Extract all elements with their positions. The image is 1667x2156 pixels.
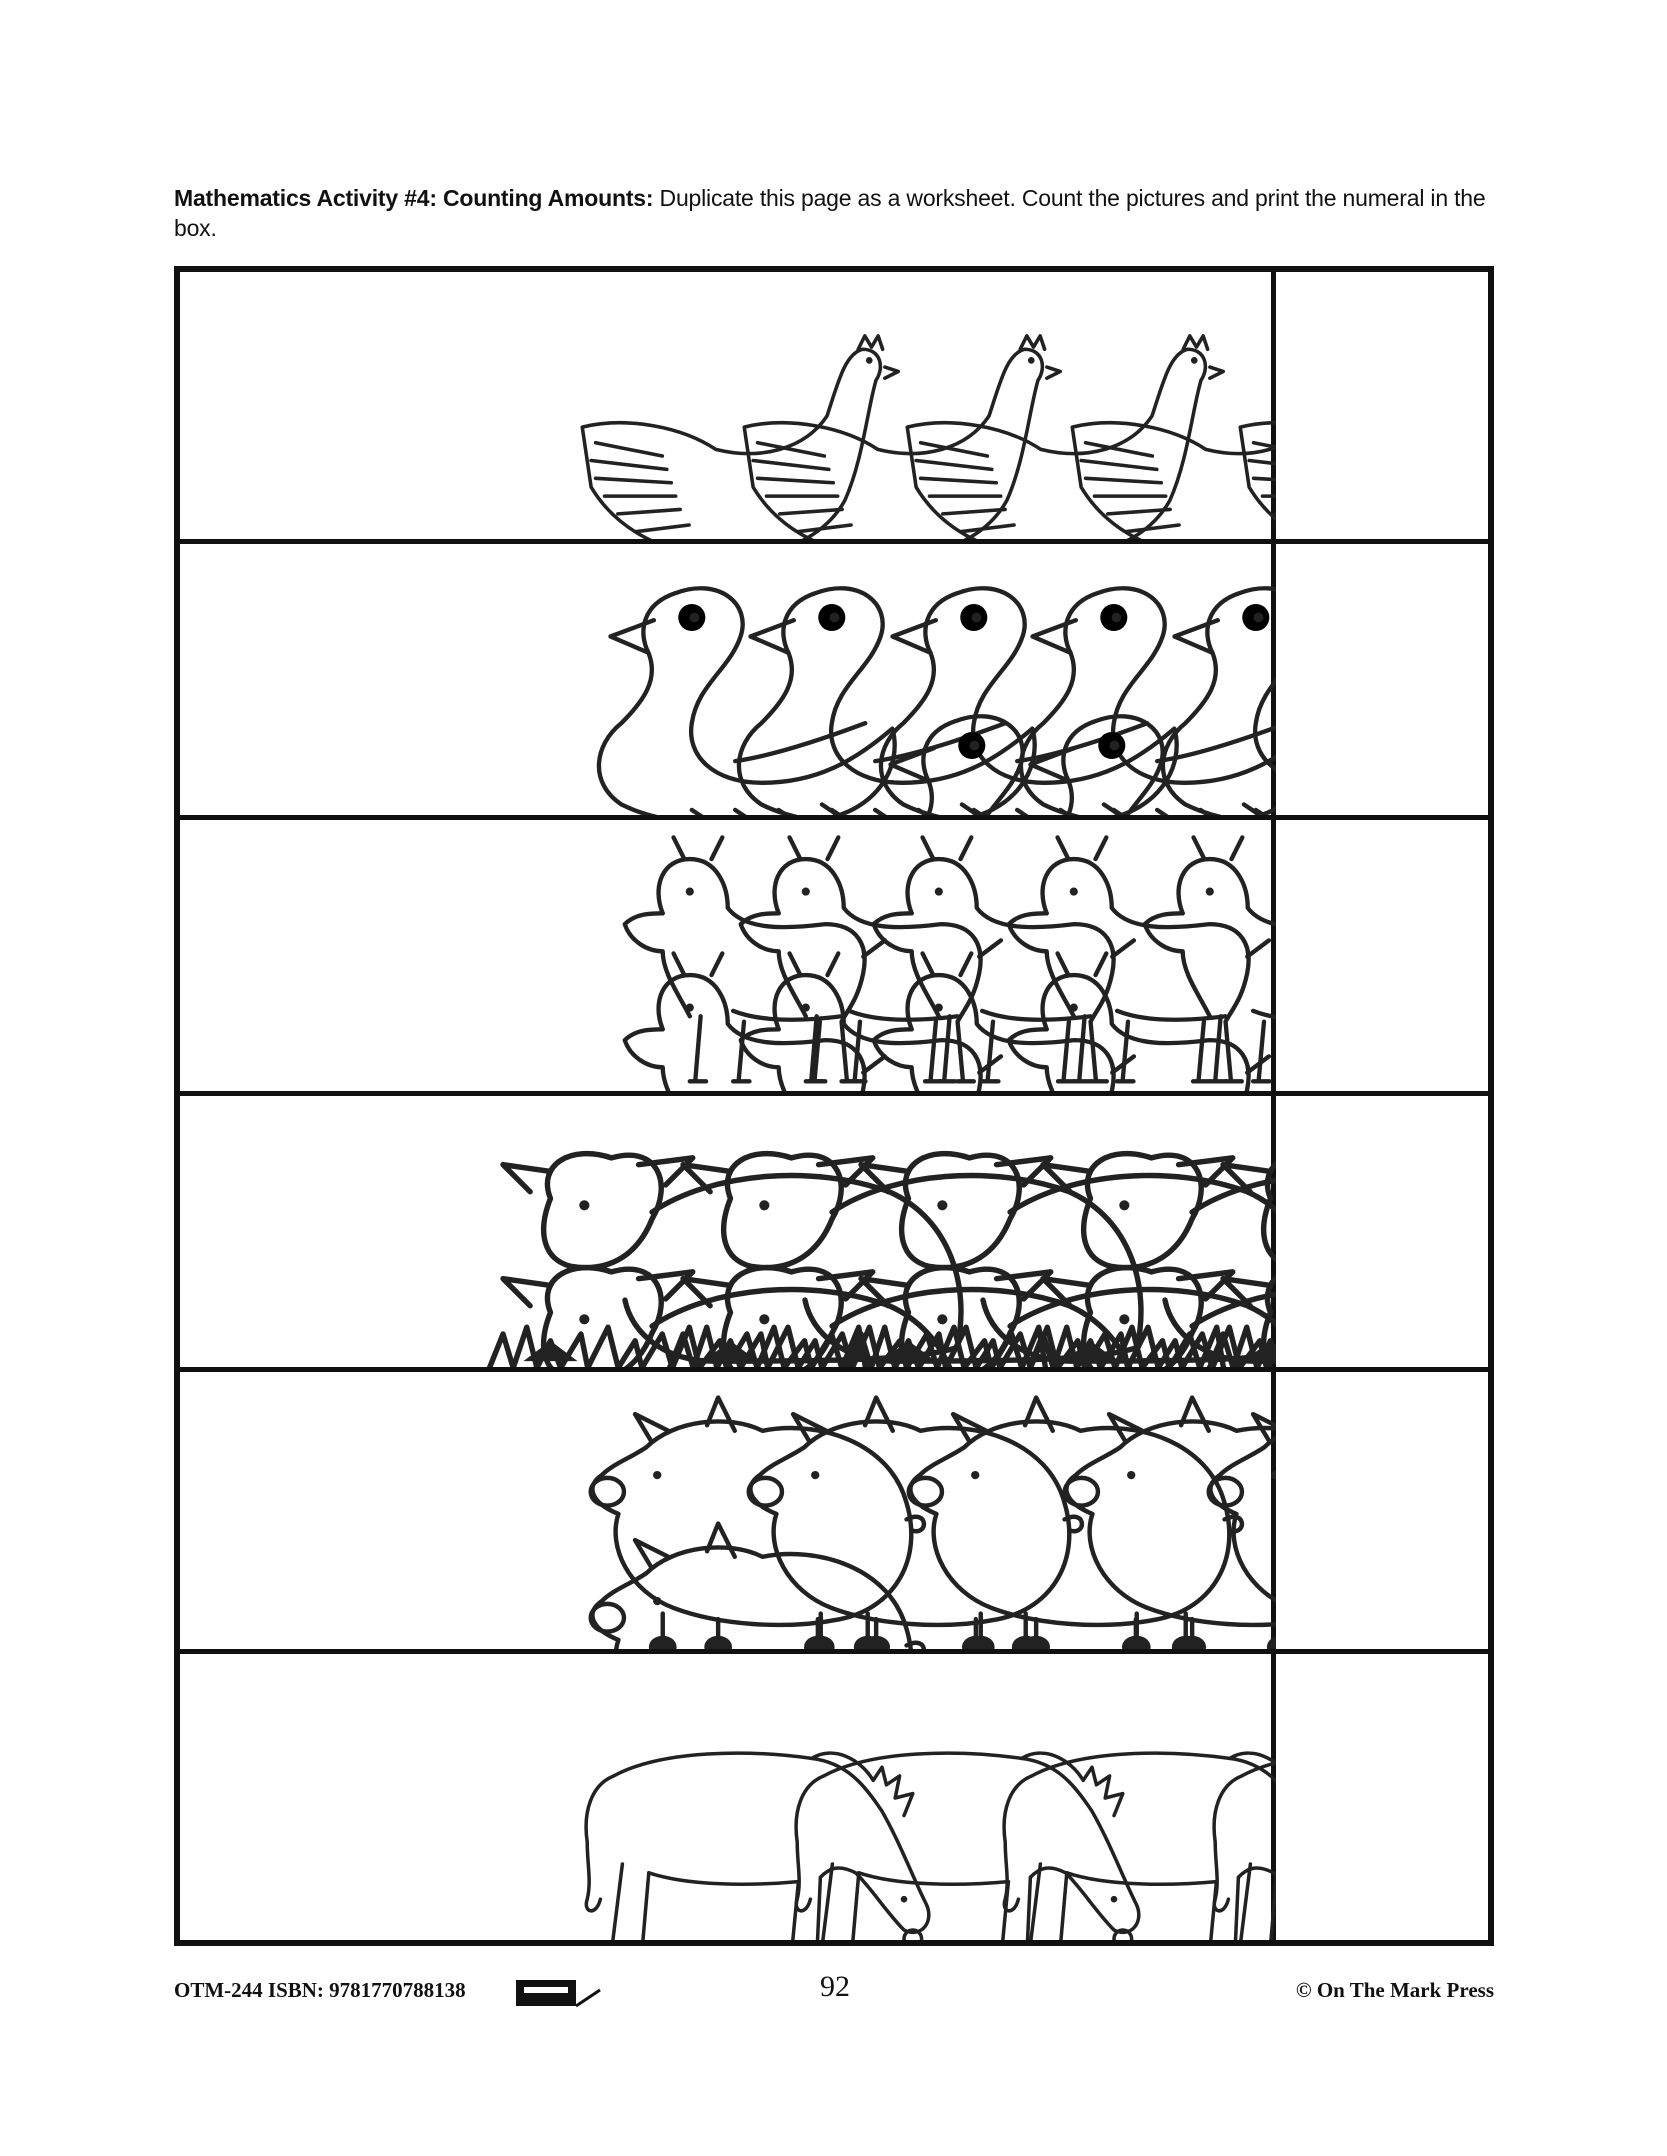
- answer-box[interactable]: [1276, 1654, 1488, 1940]
- picture-area: [180, 1372, 1276, 1649]
- pig-icon: [749, 1398, 1082, 1649]
- picture-area: [180, 544, 1276, 815]
- hen-row: [180, 272, 1488, 544]
- goat-row: [180, 820, 1488, 1096]
- answer-box[interactable]: [1276, 272, 1488, 539]
- publisher-logo-icon: [514, 1974, 604, 2010]
- sheep-icon: [1029, 1154, 1276, 1367]
- instructions-body: Duplicate this page as a worksheet. Count the pictures and print the numeral in the box.: [174, 185, 1486, 241]
- counting-worksheet: [174, 266, 1494, 1946]
- instructions: [174, 183, 1494, 243]
- page-number: 92: [820, 1970, 850, 2003]
- pig-icon: [1065, 1398, 1276, 1649]
- sheep-row: [180, 1096, 1488, 1372]
- hen-icon: [1240, 336, 1276, 539]
- horse-icon: [586, 1753, 929, 1940]
- hen-icon: [907, 336, 1223, 539]
- answer-box[interactable]: [1276, 1096, 1488, 1367]
- pig-icon: [909, 1398, 1242, 1649]
- pig-icon: [591, 1398, 924, 1649]
- answer-box[interactable]: [1276, 544, 1488, 815]
- duck-icon: [599, 588, 895, 815]
- instructions-heading: Mathematics Activity #4: Counting Amounts:: [174, 185, 654, 211]
- horse-icon: [796, 1753, 1139, 1940]
- duck-row: [180, 544, 1488, 820]
- isbn-code: OTM-244 ISBN: 9781770788138: [174, 1978, 466, 2002]
- answer-box[interactable]: [1276, 820, 1488, 1091]
- copyright: © On The Mark Press: [1295, 1978, 1494, 2002]
- picture-area: [180, 1096, 1276, 1367]
- page-footer: [174, 1970, 1494, 2010]
- horse-icon: [1214, 1753, 1276, 1940]
- picture-area: [180, 272, 1276, 539]
- picture-area: [180, 820, 1276, 1091]
- hen-icon: [582, 336, 898, 539]
- hen-icon: [1072, 336, 1276, 539]
- horse-row: [180, 1654, 1488, 1940]
- hen-icon: [744, 336, 1060, 539]
- picture-area: [180, 1654, 1276, 1940]
- answer-box[interactable]: [1276, 1372, 1488, 1649]
- pig-row: [180, 1372, 1488, 1654]
